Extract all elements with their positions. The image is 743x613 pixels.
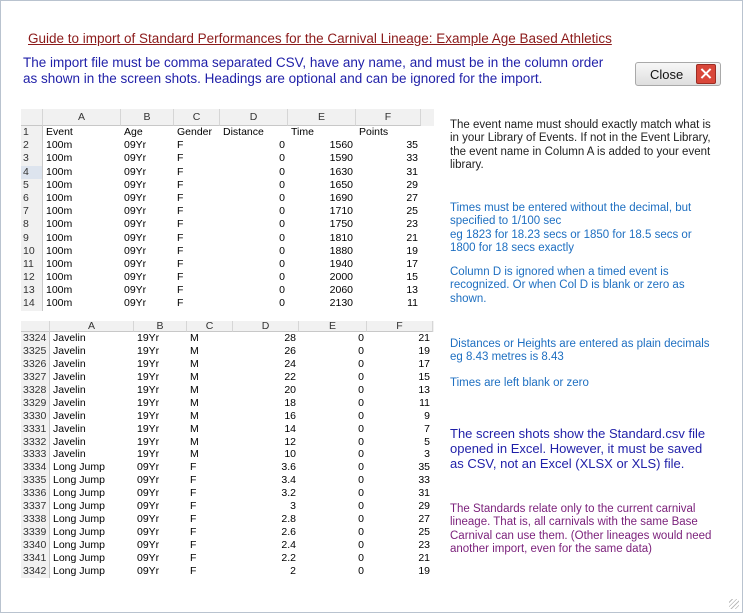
cell: 22: [284, 370, 296, 383]
row-number: 3337: [21, 500, 50, 513]
row-number: 11: [21, 258, 43, 271]
column-header-row: [21, 109, 434, 126]
cell: 19: [406, 244, 418, 257]
cell: F: [177, 205, 184, 218]
cell: M: [190, 409, 199, 422]
cell: M: [190, 422, 199, 435]
cell: 17: [406, 257, 418, 270]
cell: 9: [424, 409, 430, 422]
cell: 0: [358, 409, 364, 422]
cell: 100m: [46, 165, 73, 178]
cell: 09Yr: [124, 152, 147, 165]
cell: 1560: [329, 139, 353, 152]
cell: 19Yr: [137, 344, 160, 357]
table-row: [21, 526, 434, 539]
cell: 19Yr: [137, 332, 160, 344]
cell: 21: [406, 231, 418, 244]
spreadsheet-screenshot-top: [21, 109, 434, 314]
cell: 1940: [329, 257, 353, 270]
row-number: 3325: [21, 345, 50, 358]
cell: 0: [279, 152, 285, 165]
table-row: [21, 258, 434, 271]
cell: Distance: [223, 126, 264, 138]
note-distances: Distances or Heights are entered as plain decimals eg 8.43 metres is 8.43: [450, 338, 710, 364]
cell: F: [177, 139, 184, 152]
cell: 16: [284, 409, 296, 422]
cell: 1650: [329, 178, 353, 191]
cell: 19Yr: [137, 357, 160, 370]
cell: 23: [418, 539, 430, 551]
cell: 35: [418, 461, 430, 474]
cell: F: [190, 551, 197, 564]
cell: 0: [358, 487, 364, 500]
cell: 19: [418, 564, 430, 577]
cell: 20: [284, 383, 296, 396]
cell: 0: [279, 205, 285, 218]
table-row: [21, 487, 434, 500]
table-row: [21, 552, 434, 565]
row-number: 3338: [21, 513, 50, 526]
row-number: 3327: [21, 371, 50, 384]
cell: F: [190, 539, 197, 551]
cell: 0: [279, 271, 285, 284]
cell: M: [190, 332, 199, 344]
row-number: 3328: [21, 384, 50, 397]
cell: M: [190, 435, 199, 448]
cell: 0: [358, 474, 364, 487]
resize-grip[interactable]: [729, 599, 739, 609]
cell: F: [177, 191, 184, 204]
cell: 0: [279, 244, 285, 257]
table-row: [21, 384, 434, 397]
cell: 0: [279, 297, 285, 310]
row-number: 14: [21, 297, 43, 310]
cell: F: [177, 152, 184, 165]
cell: F: [177, 244, 184, 257]
row-number: 3333: [21, 448, 50, 461]
cell: F: [177, 231, 184, 244]
cell: 09Yr: [137, 474, 160, 487]
cell: 25: [406, 205, 418, 218]
cell: Age: [124, 126, 143, 138]
cell: F: [190, 500, 197, 513]
cell: 27: [418, 513, 430, 526]
row-number: 3339: [21, 526, 50, 539]
cell: 19Yr: [137, 396, 160, 409]
row-number: 3: [21, 152, 43, 165]
row-number: 2: [21, 139, 43, 152]
cell: 29: [406, 178, 418, 191]
table-row: [21, 448, 434, 461]
table-row: [21, 284, 434, 297]
cell: 13: [418, 383, 430, 396]
cell: 5: [424, 435, 430, 448]
row-number: 3324: [21, 332, 50, 345]
cell: 11: [407, 297, 418, 310]
cell: 0: [279, 178, 285, 191]
row-number: 3342: [21, 565, 50, 578]
cell: Long Jump: [53, 551, 105, 564]
table-row: [21, 397, 434, 410]
row-number: 3335: [21, 474, 50, 487]
cell: Long Jump: [53, 526, 105, 539]
cell: F: [177, 271, 184, 284]
table-row: [21, 166, 434, 179]
cell: 21: [418, 332, 430, 344]
cell: 2.8: [281, 513, 296, 526]
cell: 09Yr: [137, 487, 160, 500]
column-letter-c: C: [187, 321, 233, 332]
cell: 0: [358, 344, 364, 357]
cell: 21: [418, 551, 430, 564]
cell: 0: [358, 526, 364, 539]
cell: 09Yr: [124, 244, 147, 257]
cell: 33: [406, 152, 418, 165]
cell: 09Yr: [137, 526, 160, 539]
cell: 09Yr: [124, 284, 147, 297]
cell: 09Yr: [137, 461, 160, 474]
cell: Javelin: [53, 332, 86, 344]
table-row: [21, 461, 434, 474]
cell: 1630: [329, 165, 353, 178]
cell: F: [177, 218, 184, 231]
cell: 3.6: [281, 461, 296, 474]
cell: 14: [284, 422, 296, 435]
cell: 100m: [46, 139, 73, 152]
row-number: 1: [21, 126, 43, 139]
row-number: 3332: [21, 436, 50, 449]
cell: 09Yr: [137, 513, 160, 526]
table-row: [21, 192, 434, 205]
table-row: [21, 345, 434, 358]
cell: M: [190, 370, 199, 383]
cell: 2000: [329, 271, 353, 284]
note-event-name: The event name must should exactly match what is in your Library of Events. If not in the Event Library, the event name in Column A is added to your event library.: [450, 119, 711, 171]
cell: 0: [279, 191, 285, 204]
table-row: [21, 358, 434, 371]
cell: 2.4: [281, 539, 296, 551]
cell: 100m: [46, 297, 73, 310]
cell: 09Yr: [137, 551, 160, 564]
table-row: [21, 139, 434, 152]
cell: 0: [358, 448, 364, 461]
cell: 100m: [46, 231, 73, 244]
table-row: [21, 500, 434, 513]
cell: Javelin: [53, 383, 86, 396]
cell: 3.2: [281, 487, 296, 500]
table-row: [21, 152, 434, 165]
cell: 09Yr: [124, 297, 147, 310]
table-row: [21, 179, 434, 192]
row-number: 3331: [21, 423, 50, 436]
row-number: 5: [21, 179, 43, 192]
cell: 33: [418, 474, 430, 487]
cell: 09Yr: [137, 564, 160, 577]
cell: 26: [284, 344, 296, 357]
cell: 27: [406, 191, 418, 204]
cell: F: [190, 461, 197, 474]
cell: 31: [418, 487, 430, 500]
table-row: [21, 423, 434, 436]
close-button-label: Close: [650, 66, 684, 82]
cell: Points: [359, 126, 389, 138]
cell: 15: [406, 271, 418, 284]
column-header-row: [21, 321, 434, 332]
cell: Javelin: [53, 448, 86, 461]
cell: F: [177, 257, 184, 270]
cell: 1750: [329, 218, 353, 231]
cell: 100m: [46, 218, 73, 231]
column-letter-f: F: [367, 321, 433, 332]
column-letter-d: D: [220, 109, 288, 126]
cell: Long Jump: [53, 461, 105, 474]
table-row: [21, 218, 434, 231]
cell: 0: [279, 257, 285, 270]
cell: 2060: [329, 284, 353, 297]
table-row: [21, 371, 434, 384]
cell: 10: [284, 448, 296, 461]
cell: F: [190, 474, 197, 487]
cell: M: [190, 396, 199, 409]
cell: 09Yr: [124, 178, 147, 191]
cell: 18: [284, 396, 296, 409]
cell: 0: [358, 513, 364, 526]
table-row: [21, 474, 434, 487]
cell: 3.4: [281, 474, 296, 487]
row-number: 12: [21, 271, 43, 284]
table-row: [21, 565, 434, 578]
column-letter-a: A: [43, 109, 121, 126]
table-row: [21, 245, 434, 258]
row-number: 3340: [21, 539, 50, 552]
cell: 24: [284, 357, 296, 370]
table-row: [21, 513, 434, 526]
cell: 100m: [46, 271, 73, 284]
cell: M: [190, 357, 199, 370]
cell: 19Yr: [137, 448, 160, 461]
cell: 0: [279, 231, 285, 244]
cell: 2130: [329, 297, 353, 310]
cell: Javelin: [53, 370, 86, 383]
note-times-blank: Times are left blank or zero: [450, 377, 589, 389]
cell: F: [190, 564, 197, 577]
cell: Javelin: [53, 409, 86, 422]
cell: 29: [418, 500, 430, 513]
cell: 2: [290, 564, 296, 577]
cell: 0: [279, 284, 285, 297]
note-screenshots: The screen shots show the Standard.csv file opened in Excel. However, it must be saved as CSV, not an Excel (XLSX or XLS) file.: [450, 426, 706, 471]
cell: 11: [419, 396, 430, 409]
cell: 0: [358, 551, 364, 564]
cell: 0: [358, 539, 364, 551]
table-row: [21, 232, 434, 245]
row-number: 3336: [21, 487, 50, 500]
table-row: [21, 126, 434, 139]
cell: 0: [279, 218, 285, 231]
column-letter-b: B: [121, 109, 174, 126]
cell: 09Yr: [124, 139, 147, 152]
cell: Javelin: [53, 422, 86, 435]
cell: 100m: [46, 244, 73, 257]
header-corner: [21, 321, 50, 332]
cell: 100m: [46, 284, 73, 297]
cell: 1810: [329, 231, 353, 244]
cell: Gender: [177, 126, 213, 138]
cell: 0: [358, 564, 364, 577]
cell: F: [177, 178, 184, 191]
cell: 0: [279, 165, 285, 178]
note-col-d: Column D is ignored when a timed event is recognized. Or when Col D is blank or zero as shown.: [450, 266, 685, 305]
column-letter-e: E: [299, 321, 367, 332]
cell: 12: [284, 435, 296, 448]
cell: 19Yr: [137, 409, 160, 422]
header-corner: [21, 109, 43, 126]
column-letter-d: D: [233, 321, 299, 332]
cell: 100m: [46, 205, 73, 218]
cell: 100m: [46, 178, 73, 191]
cell: 09Yr: [124, 218, 147, 231]
table-row: [21, 271, 434, 284]
cell: Long Jump: [53, 487, 105, 500]
column-letter-f: F: [356, 109, 421, 126]
cell: 09Yr: [124, 231, 147, 244]
column-letter-b: B: [134, 321, 187, 332]
cell: 1590: [329, 152, 353, 165]
row-number: 4: [21, 166, 43, 179]
guide-title: Guide to import of Standard Performances for the Carnival Lineage: Example Age Based Athletics: [28, 31, 612, 46]
table-row: [21, 539, 434, 552]
row-number: 7: [21, 205, 43, 218]
cell: 2.6: [281, 526, 296, 539]
cell: Long Jump: [53, 539, 105, 551]
cell: 0: [358, 461, 364, 474]
cell: 09Yr: [124, 257, 147, 270]
cell: 3: [424, 448, 430, 461]
cell: M: [190, 383, 199, 396]
spreadsheet-screenshot-bottom: [21, 321, 434, 589]
table-row: [21, 436, 434, 449]
intro-text: The import file must be comma separated CSV, have any name, and must be in the column order as shown in the screen shots. Headings are optional and can be ignored for the import.: [23, 55, 604, 86]
cell: 09Yr: [137, 539, 160, 551]
table-row: [21, 332, 434, 345]
table-row: [21, 297, 434, 310]
cell: 0: [358, 500, 364, 513]
cell: Long Jump: [53, 474, 105, 487]
cell: Javelin: [53, 396, 86, 409]
cell: M: [190, 344, 199, 357]
cell: 1880: [329, 244, 353, 257]
row-number: 3330: [21, 410, 50, 423]
row-number: 3334: [21, 461, 50, 474]
cell: 0: [358, 396, 364, 409]
column-letter-a: A: [50, 321, 134, 332]
cell: 0: [358, 435, 364, 448]
cell: 13: [406, 284, 418, 297]
row-number: 10: [21, 245, 43, 258]
note-standards: The Standards relate only to the current carnival lineage. That is, all carnivals with the same Base Carnival can use them. (Other lineages would need another import, even for the same data): [450, 503, 712, 555]
cell: Event: [46, 126, 73, 138]
cell: 19Yr: [137, 383, 160, 396]
note-times: Times must be entered without the decimal, but specified to 1/100 sec eg 1823 for 18.23 secs or 1850 for 18.5 secs or 1800 for 18 secs exactly: [450, 202, 692, 254]
cell: 100m: [46, 257, 73, 270]
table-row: [21, 410, 434, 423]
cell: F: [177, 284, 184, 297]
cell: F: [190, 513, 197, 526]
cell: 0: [358, 422, 364, 435]
cell: 19Yr: [137, 422, 160, 435]
cell: 0: [358, 370, 364, 383]
cell: 09Yr: [124, 191, 147, 204]
cell: 2.2: [281, 551, 296, 564]
cell: 100m: [46, 152, 73, 165]
cell: 3: [290, 500, 296, 513]
close-button[interactable]: [635, 62, 721, 86]
cell: Javelin: [53, 357, 86, 370]
cell: 09Yr: [124, 165, 147, 178]
cell: 19Yr: [137, 370, 160, 383]
cell: 19Yr: [137, 435, 160, 448]
cell: Javelin: [53, 344, 86, 357]
cell: 1690: [329, 191, 353, 204]
row-number: 3326: [21, 358, 50, 371]
cell: Long Jump: [53, 500, 105, 513]
cell: 0: [358, 357, 364, 370]
cell: 09Yr: [124, 271, 147, 284]
cell: Javelin: [53, 435, 86, 448]
cell: F: [177, 165, 184, 178]
cell: 15: [418, 370, 430, 383]
cell: 31: [406, 165, 418, 178]
cell: F: [190, 526, 197, 539]
cell: Long Jump: [53, 564, 105, 577]
cell: M: [190, 448, 199, 461]
cell: 19: [418, 344, 430, 357]
cell: 25: [418, 526, 430, 539]
cell: 0: [358, 383, 364, 396]
cell: 0: [358, 332, 364, 344]
cell: 17: [418, 357, 430, 370]
cell: 35: [406, 139, 418, 152]
row-number: 13: [21, 284, 43, 297]
cell: 23: [406, 218, 418, 231]
table-row: [21, 205, 434, 218]
cell: Time: [291, 126, 314, 138]
row-number: 8: [21, 218, 43, 231]
cell: 09Yr: [124, 205, 147, 218]
cell: 100m: [46, 191, 73, 204]
cell: 0: [279, 139, 285, 152]
cell: 1710: [329, 205, 353, 218]
cell: F: [177, 297, 184, 310]
cell: F: [190, 487, 197, 500]
row-number: 9: [21, 232, 43, 245]
row-number: 6: [21, 192, 43, 205]
cell: Long Jump: [53, 513, 105, 526]
cell: 09Yr: [137, 500, 160, 513]
column-letter-e: E: [288, 109, 356, 126]
row-number: 3329: [21, 397, 50, 410]
row-number: 3341: [21, 552, 50, 565]
cell: 7: [424, 422, 430, 435]
close-icon: [696, 64, 716, 84]
column-letter-c: C: [174, 109, 220, 126]
cell: 28: [284, 332, 296, 344]
